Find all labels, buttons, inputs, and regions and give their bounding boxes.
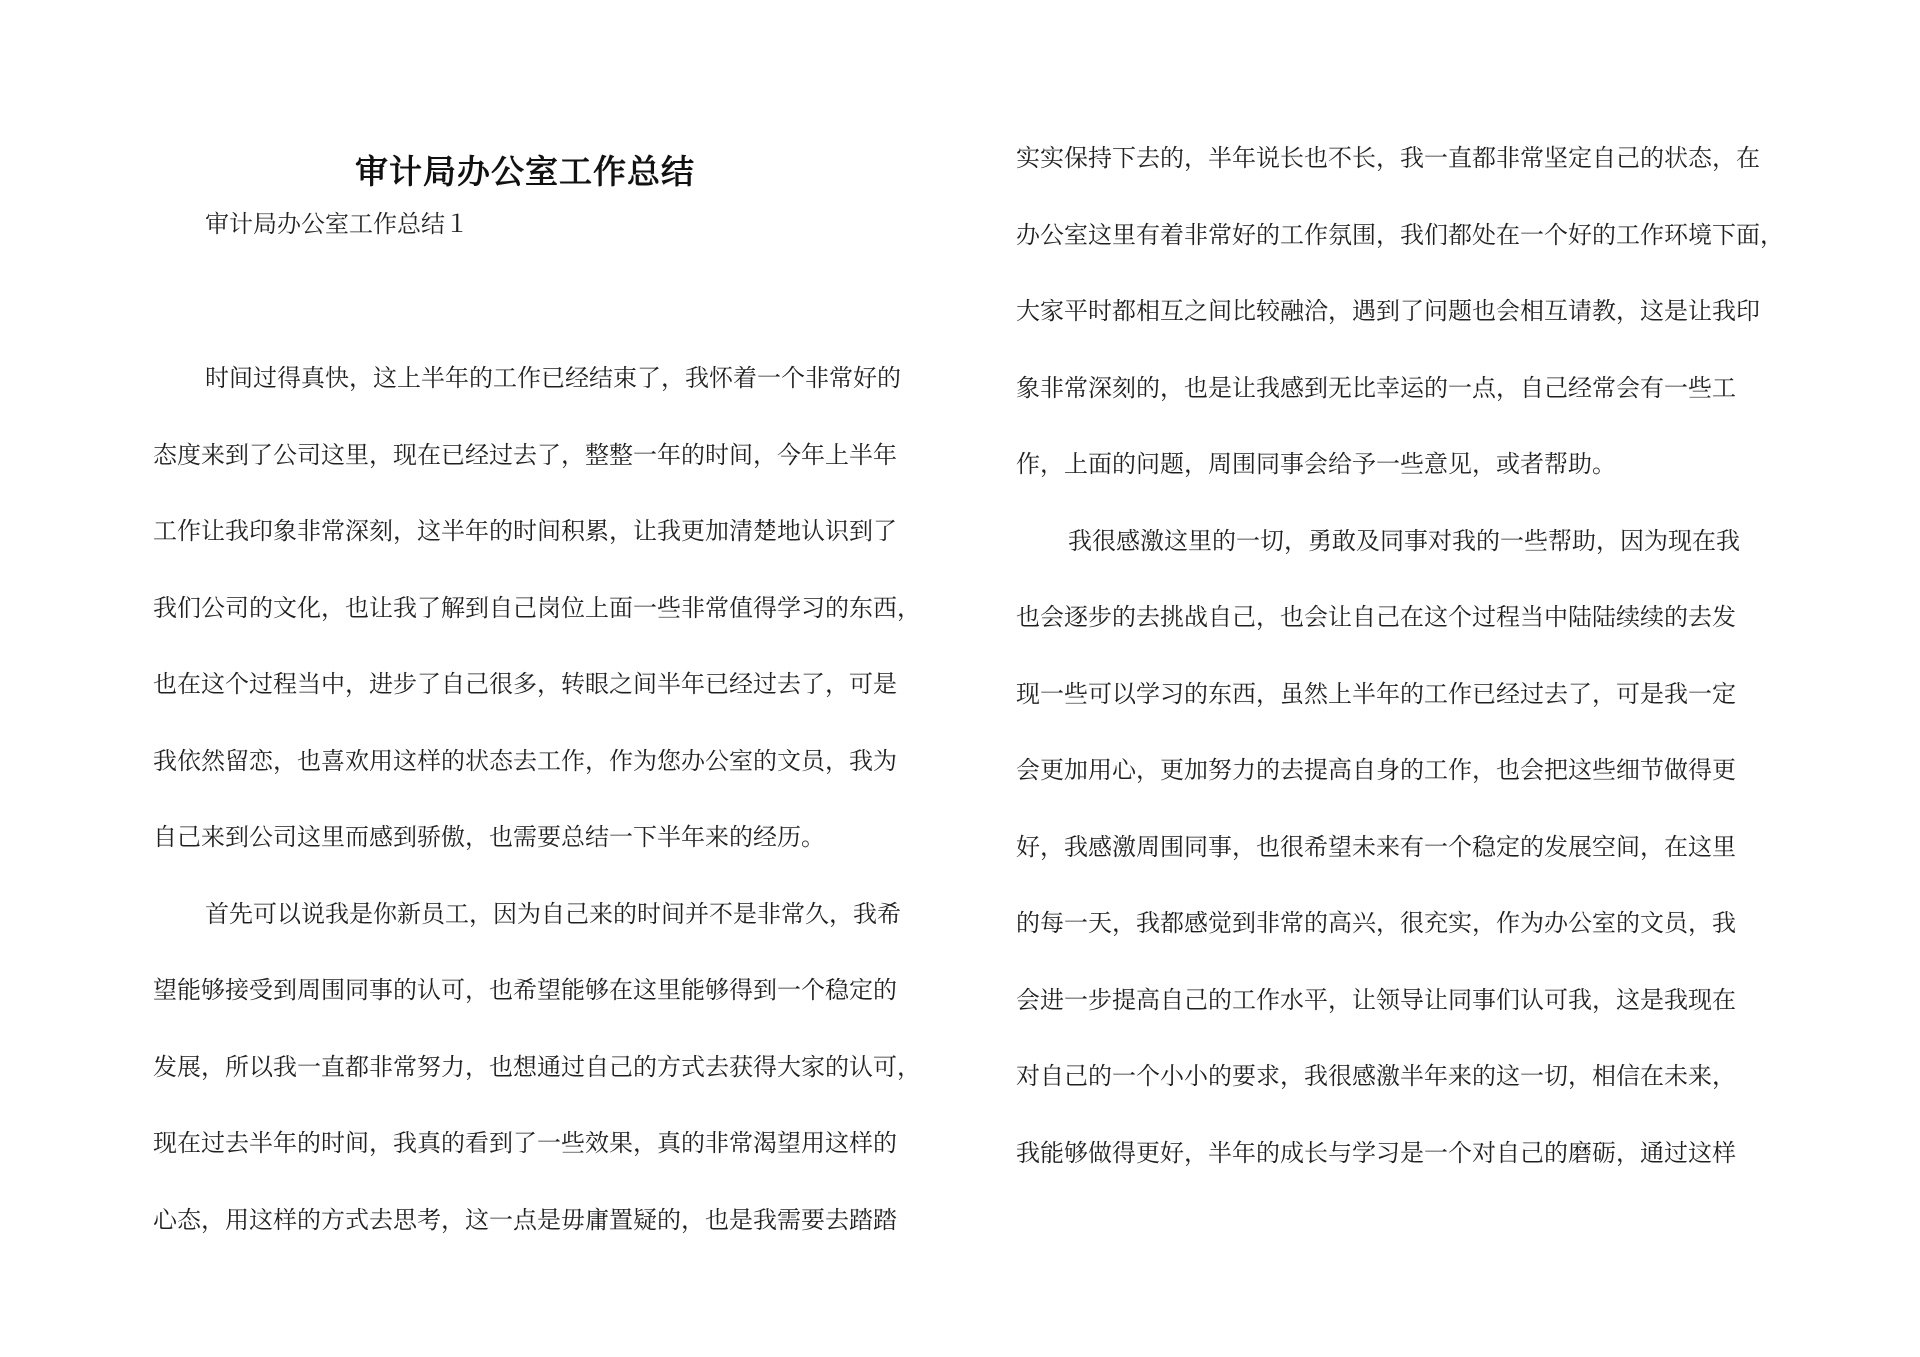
text-line: 会更加用心，更加努力的去提高自身的工作，也会把这些细节做得更 — [1016, 756, 1736, 784]
text-line: 时间过得真快，这上半年的工作已经结束了，我怀着一个非常好的 — [205, 364, 901, 392]
right-paragraph-2 — [1016, 503, 1821, 1192]
text-line: 我依然留恋，也喜欢用这样的状态去工作，作为您办公室的文员，我为 — [153, 746, 897, 775]
text-line: 象非常深刻的，也是让我感到无比幸运的一点，自己经常会有一些工 — [1016, 373, 1736, 402]
blank-space — [153, 244, 958, 340]
left-paragraph-1 — [153, 340, 958, 876]
text-line: 现一些可以学习的东西，虽然上半年的工作已经过去了，可是我一定 — [1016, 679, 1736, 708]
text-line: 望能够接受到周围同事的认可，也希望能够在这里能够得到一个稳定的 — [153, 976, 897, 1004]
text-line: 首先可以说我是你新员工，因为自己来的时间并不是非常久，我希 — [205, 899, 901, 928]
text-line: 我能够做得更好，半年的成长与学习是一个对自己的磨砺，通过这样 — [1016, 1138, 1736, 1167]
text-line: 态度来到了公司这里，现在已经过去了，整整一年的时间，今年上半年 — [153, 440, 897, 469]
text-line: 发展，所以我一直都非常努力，也想通过自己的方式去获得大家的认可， — [153, 1052, 921, 1081]
left-column — [153, 140, 958, 1258]
text-line: 我们公司的文化，也让我了解到自己岗位上面一些非常值得学习的东西， — [153, 593, 921, 622]
left-paragraph-2 — [153, 876, 958, 1259]
document-subtitle: 审计局办公室工作总结１ — [205, 210, 469, 238]
text-line: 大家平时都相互之间比较融洽，遇到了问题也会相互请教，这是让我印 — [1016, 297, 1760, 325]
text-line: 对自己的一个小小的要求，我很感激半年来的这一切，相信在未来， — [1016, 1062, 1736, 1090]
right-paragraph-1 — [1016, 120, 1821, 503]
right-column — [1016, 140, 1821, 1191]
text-line: 也会逐步的去挑战自己，也会让自己在这个过程当中陆陆续续的去发 — [1016, 603, 1736, 631]
text-line: 办公室这里有着非常好的工作氛围，我们都处在一个好的工作环境下面， — [1016, 220, 1784, 249]
text-line: 会进一步提高自己的工作水平，让领导让同事们认可我，这是我现在 — [1016, 985, 1736, 1014]
text-line: 心态，用这样的方式去思考，这一点是毋庸置疑的，也是我需要去踏踏 — [153, 1205, 897, 1234]
text-line: 作，上面的问题，周围同事会给予一些意见，或者帮助。 — [1016, 450, 1616, 478]
document-title: 审计局办公室工作总结 — [355, 152, 695, 191]
text-line: 好，我感激周围同事，也很希望未来有一个稳定的发展空间，在这里 — [1016, 832, 1736, 861]
text-line: 工作让我印象非常深刻，这半年的时间积累，让我更加清楚地认识到了 — [153, 517, 897, 545]
text-line: 现在过去半年的时间，我真的看到了一些效果，真的非常渴望用这样的 — [153, 1129, 897, 1157]
text-line: 的每一天，我都感觉到非常的高兴，很充实，作为办公室的文员，我 — [1016, 909, 1736, 937]
text-line: 我很感激这里的一切，勇敢及同事对我的一些帮助，因为现在我 — [1068, 526, 1740, 555]
text-line: 实实保持下去的，半年说长也不长，我一直都非常坚定自己的状态，在 — [1016, 144, 1760, 172]
text-line: 也在这个过程当中，进步了自己很多，转眼之间半年已经过去了，可是 — [153, 670, 897, 698]
text-line: 自己来到公司这里而感到骄傲，也需要总结一下半年来的经历。 — [153, 823, 825, 851]
